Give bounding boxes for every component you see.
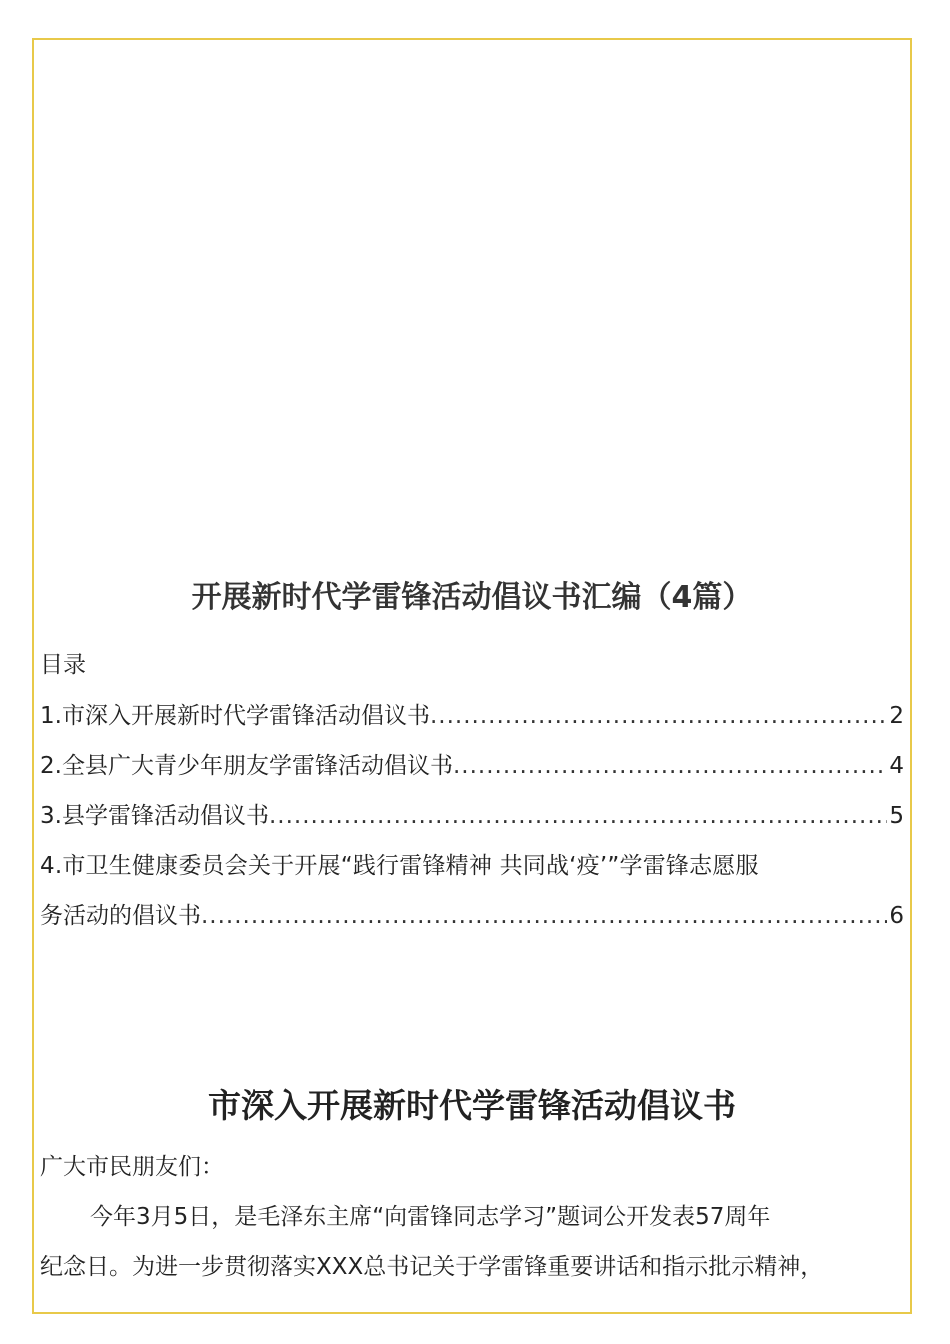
toc-page-number: 2	[889, 703, 904, 729]
toc-leader	[269, 799, 887, 833]
toc-leader	[453, 749, 887, 783]
toc-entry-4-line-1[interactable]: 4.市卫生健康委员会关于开展“践行雷锋精神 共同战‘疫’”学雷锋志愿服	[40, 853, 759, 879]
toc-page-number: 6	[889, 903, 904, 929]
toc-entry-label: 2.全县广大青少年朋友学雷锋活动倡议书	[40, 753, 453, 779]
toc-leader	[430, 699, 887, 733]
toc-entry-2[interactable]	[40, 749, 904, 783]
toc-page-number: 5	[889, 803, 904, 829]
toc-leader	[201, 899, 887, 933]
document-title: 开展新时代学雷锋活动倡议书汇编（4篇）	[191, 580, 753, 615]
toc-entry-4[interactable]	[40, 899, 904, 933]
toc-page-number: 4	[889, 753, 904, 779]
toc-heading: 目录	[40, 652, 86, 678]
paragraph-line-2: 纪念日。为进一步贯彻落实XXX总书记关于学雷锋重要讲话和指示批示精神，	[40, 1254, 824, 1280]
section-title: 市深入开展新时代学雷锋活动倡议书	[208, 1086, 736, 1125]
toc-entry-label: 1.市深入开展新时代学雷锋活动倡议书	[40, 703, 430, 729]
toc-entry-1[interactable]	[40, 699, 904, 733]
salutation: 广大市民朋友们：	[40, 1154, 224, 1180]
toc-entry-label: 务活动的倡议书	[40, 903, 201, 929]
paragraph-line-1: 今年3月5日，是毛泽东主席“向雷锋同志学习”题词公开发表57周年	[90, 1204, 771, 1230]
toc-entry-label: 3.县学雷锋活动倡议书	[40, 803, 269, 829]
toc-entry-3[interactable]	[40, 799, 904, 833]
